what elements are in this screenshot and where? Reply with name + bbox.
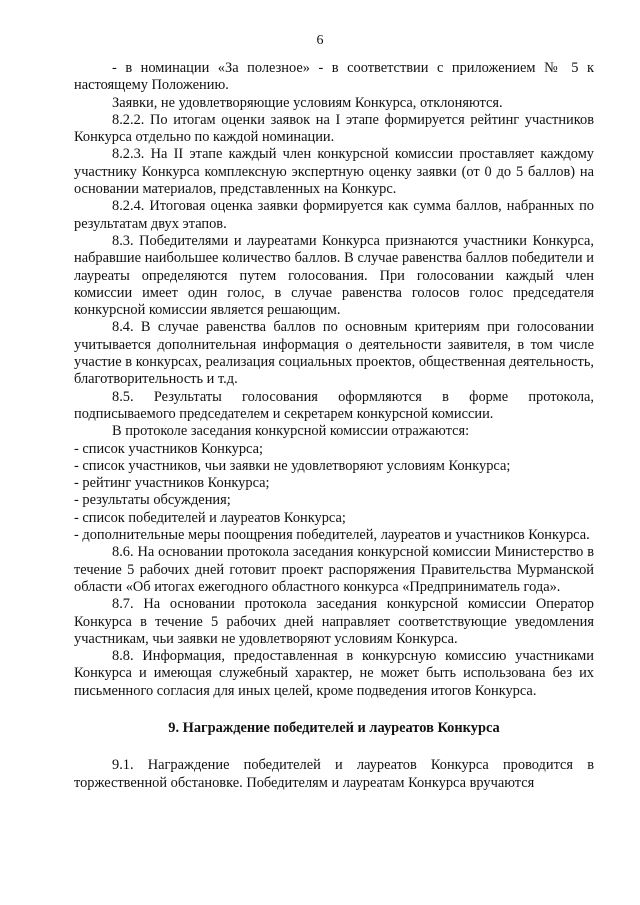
paragraph-protocol-intro: В протоколе заседания конкурсной комиссии отражаются: [112,423,470,440]
paragraph-8-2-2: 8.2.2. По итогам оценки заявок на I этапе формируется рейтинг участников Конкурса отдельно по каждой номинации. [74,111,594,146]
list-item-incentives: - дополнительные меры поощрения победителей, лауреатов и участников Конкурса. [74,527,590,544]
list-item-discussion: - результаты обсуждения; [74,492,231,509]
paragraph-nomination-5: - в номинации «За полезное» - в соответствии с приложением № 5 к настоящему Положению. [74,60,594,94]
page-number: 6 [316,33,324,48]
paragraph-8-5: 8.5. Результаты голосования оформляются в форме протокола, подписываемого председателем и секретарем конкурсной комиссии. [74,388,594,422]
list-item-participants: - список участников Конкурса; [74,440,264,457]
document-body [74,60,594,792]
paragraph-8-4: 8.4. В случае равенства баллов по основным критериям при голосовании учитывается дополнительная информация о деятельности заявителя, в том числе участие в конкурсах, реализация социальных проектов, общественная деятельность, благотворительность и т.д. [74,319,594,388]
paragraph-rejection: Заявки, не удовлетворяющие условиям Конкурса, отклоняются. [112,94,503,111]
paragraph-8-6: 8.6. На основании протокола заседания конкурсной комиссии Министерство в течение 5 рабочих дней готовит проект распоряжения Правительства Мурманской области «Об итогах ежегодного областного конкурса «Предприниматель года». [74,544,594,595]
paragraph-8-2-3: 8.2.3. На II этапе каждый член конкурсной комиссии проставляет каждому участнику Конкурса комплексную экспертную оценку заявки (от 0 до 5 баллов) на основании материалов, представленных на Конкурс. [74,146,594,198]
list-item-winners: - список победителей и лауреатов Конкурса; [74,509,346,526]
paragraph-8-8: 8.8. Информация, предоставленная в конкурсную комиссию участниками Конкурса и имеющая служебный характер, не может быть использована без их письменного согласия для иных целей, кроме подведения итогов Конкурса. [74,648,594,699]
paragraph-8-2-4: 8.2.4. Итоговая оценка заявки формируется как сумма баллов, набранных по результатам двух этапов. [74,198,594,232]
section-heading: 9. Награждение победителей и лауреатов Конкурса [168,719,500,736]
list-item-rating: - рейтинг участников Конкурса; [74,475,270,492]
paragraph-9-1: 9.1. Награждение победителей и лауреатов Конкурса проводится в торжественной обстановке. Победителям и лауреатам Конкурса вручаются [74,757,594,791]
paragraph-8-3: 8.3. Победителями и лауреатами Конкурса признаются участники Конкурса, набравшие наибольшее количество баллов. В случае равенства баллов победители и лауреаты определяются путем голосования. При голосовании каждый член комиссии имеет один голос, в случае равенства голосов голос председателя конкурсной комиссии является решающим. [74,232,594,319]
list-item-rejected: - список участников, чьи заявки не удовлетворяют условиям Конкурса; [74,457,511,474]
paragraph-8-7: 8.7. На основании протокола заседания конкурсной комиссии Оператор Конкурса в течение 5 рабочих дней направляет соответствующие уведомления участникам, чьи заявки не удовлетворяют условиям Конкурса. [74,596,594,647]
